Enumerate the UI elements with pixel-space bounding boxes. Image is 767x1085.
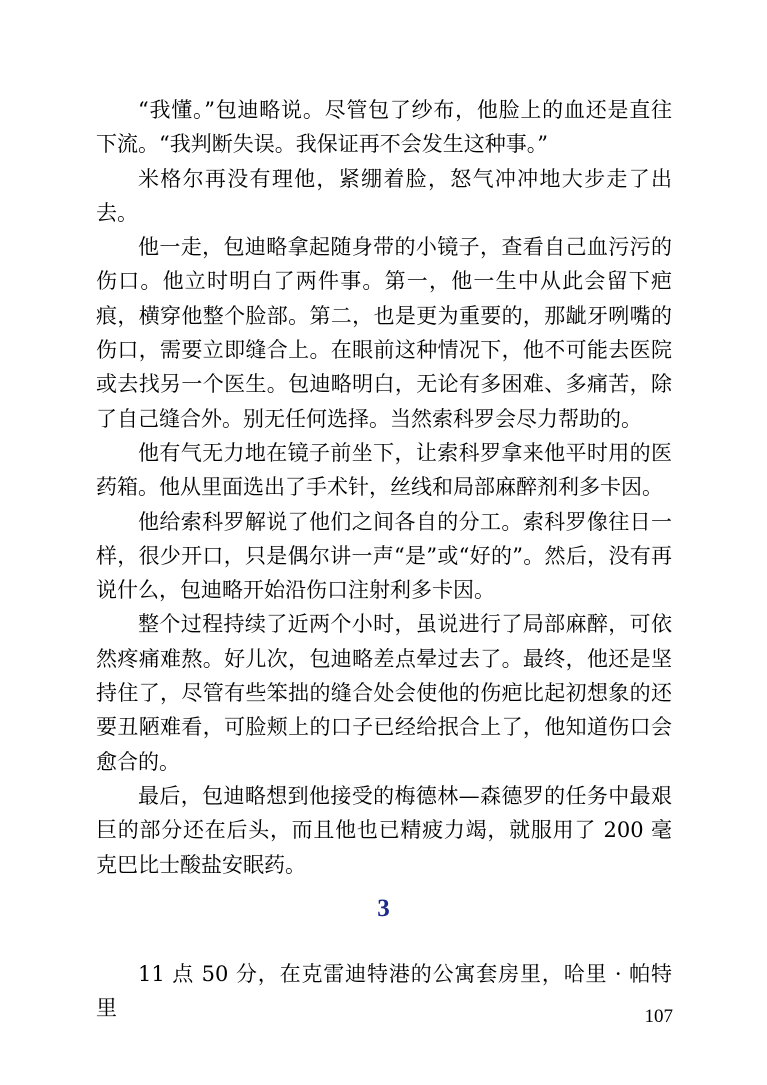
paragraph: 他给索科罗解说了他们之间各自的分工。索科罗像往日一样，很少开口，只是偶尔讲一声“是”或“好的”。然后，没有再说什么，包迪略开始沿伤口注射利多卡因。 [96, 509, 672, 603]
paragraph: 他一走，包迪略拿起随身带的小镜子，查看自己血污污的伤口。他立时明白了两件事。第一，他一生中从此会留下疤痕，横穿他整个脸部。第二，也是更为重要的，那龇牙咧嘴的伤口，需要立即缝合上。在眼前这种情况下，他不可能去医院或去找另一个医生。包迪略明白，无论有多困难、多痛苦，除了自己缝合外。别无任何选择。当然索科罗会尽力帮助的。 [96, 235, 672, 431]
body-text [96, 93, 672, 882]
chapter-number: 3 [377, 895, 390, 922]
paragraph: 整个过程持续了近两个小时，虽说进行了局部麻醉，可依然疼痛难熬。好儿次，包迪略差点晕过去了。最终，他还是坚持住了，尽管有些笨拙的缝合处会使他的伤疤比起初想象的还要丑陋难看，可脸颊上的口子已经给抿合上了，他知道伤口会愈合的。 [96, 612, 672, 774]
chapter-opening-paragraph: 11 点 50 分，在克雷迪特港的公寓套房里，哈里 · 帕特里 [96, 962, 672, 1021]
paragraph: 最后，包迪略想到他接受的梅德林—森德罗的任务中最艰巨的部分还在后头，而且他也已精疲力竭，就服用了 200 毫克巴比士酸盐安眠药。 [96, 783, 672, 877]
paragraph: 他有气无力地在镜子前坐下，让索科罗拿来他平时用的医药箱。他从里面选出了手术针，丝线和局部麻醉剂利多卡因。 [96, 440, 672, 500]
paragraph: “我懂。”包迪略说。尽管包了纱布，他脸上的血还是直往下流。“我判断失误。我保证再不会发生这种事。” [96, 98, 672, 157]
page-number: 107 [644, 1006, 673, 1027]
paragraph: 米格尔再没有理他，紧绷着脸，怒气冲冲地大步走了出去。 [96, 166, 672, 225]
